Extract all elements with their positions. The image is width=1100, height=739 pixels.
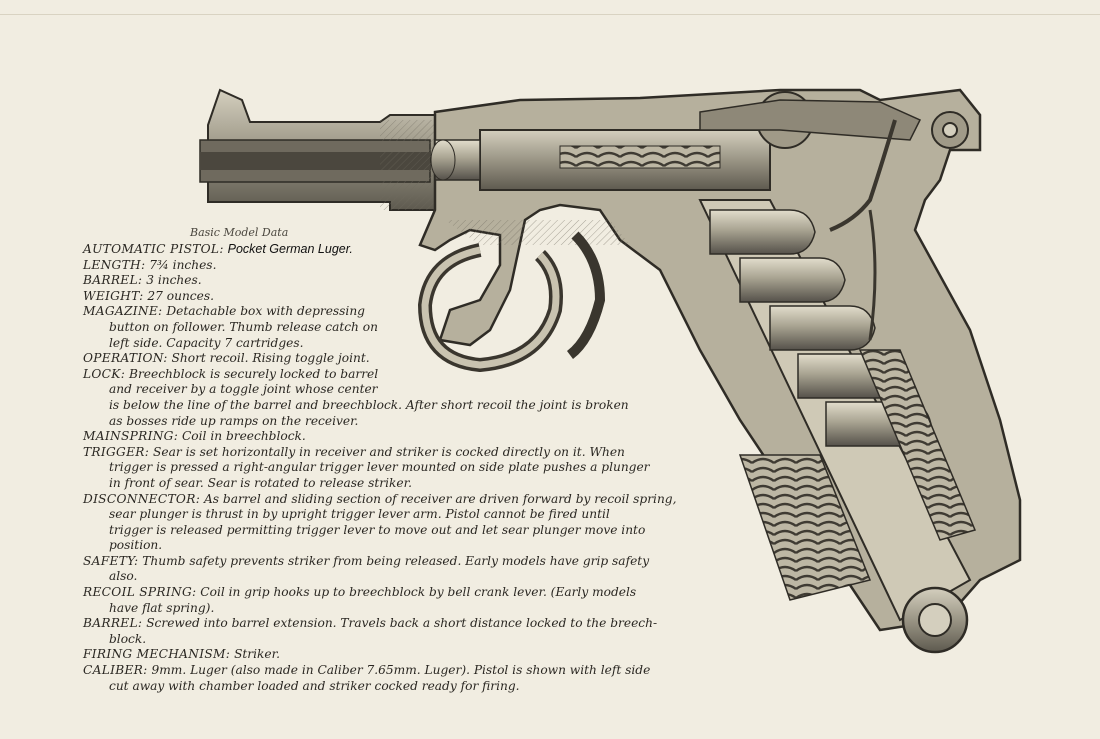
spec-barrel-line: block. xyxy=(109,631,147,646)
spec-magazine: MAGAZINE: Detachable box with depressing xyxy=(83,304,365,319)
spec-magazine-line: button on follower. Thumb release catch on xyxy=(109,319,378,334)
spec-recoil-spring-line: have flat spring). xyxy=(109,600,215,615)
spec-disconnector-line: trigger is released permitting trigger lever to move out and let sear plunger move into xyxy=(109,522,646,537)
spec-safety: SAFETY: Thumb safety prevents striker from being released. Early models have grip safety xyxy=(83,553,650,568)
page-edge-line xyxy=(0,14,1100,15)
spec-disconnector-line: sear plunger is thrust in by upright trigger lever arm. Pistol cannot be fired until xyxy=(109,507,610,522)
spec-trigger: TRIGGER: Sear is set horizontally in receiver and striker is cocked directly on it. When xyxy=(83,444,625,459)
section-caption: Basic Model Data xyxy=(190,226,289,239)
spec-caliber-line: cut away with chamber loaded and striker cocked ready for firing. xyxy=(109,678,520,693)
spec-disconnector: DISCONNECTOR: As barrel and sliding section of receiver are driven forward by recoil spring, xyxy=(83,491,677,506)
spec-trigger-line: in front of sear. Sear is rotated to release striker. xyxy=(109,475,412,490)
spec-weight: WEIGHT: 27 ounces. xyxy=(83,288,214,303)
spec-trigger-line: trigger is pressed a right-angular trigger lever mounted on side plate pushes a plunger xyxy=(109,460,650,475)
spec-firing-mechanism: FIRING MECHANISM: Striker. xyxy=(83,647,280,662)
spec-operation: OPERATION: Short recoil. Rising toggle joint. xyxy=(83,351,370,366)
spec-lock: LOCK: Breechblock is securely locked to barrel xyxy=(83,366,379,381)
spec-recoil-spring: RECOIL SPRING: Coil in grip hooks up to breechblock by bell crank lever. (Early models xyxy=(83,585,637,600)
specifications-list xyxy=(83,242,703,694)
spec-caliber: CALIBER: 9mm. Luger (also made in Caliber 7.65mm. Luger). Pistol is shown with left side xyxy=(83,663,651,678)
spec-barrel-length: BARREL: 3 inches. xyxy=(83,273,202,288)
spec-disconnector-line: position. xyxy=(109,538,163,553)
spec-safety-line: also. xyxy=(109,569,138,584)
spec-magazine-line: left side. Capacity 7 cartridges. xyxy=(109,335,304,350)
spec-pistol: AUTOMATIC PISTOL: Pocket German Luger. xyxy=(83,242,353,256)
spec-mainspring: MAINSPRING: Coil in breechblock. xyxy=(83,429,306,444)
spec-length: LENGTH: 7¾ inches. xyxy=(83,257,217,272)
spec-lock-line: as bosses ride up ramps on the receiver. xyxy=(109,413,359,428)
barrel xyxy=(200,90,435,210)
spec-lock-line: is below the line of the barrel and breechblock. After short recoil the joint is broken xyxy=(109,397,629,412)
spec-lock-line: and receiver by a toggle joint whose center xyxy=(109,382,378,397)
spec-barrel: BARREL: Screwed into barrel extension. Travels back a short distance locked to the breech- xyxy=(83,616,658,631)
